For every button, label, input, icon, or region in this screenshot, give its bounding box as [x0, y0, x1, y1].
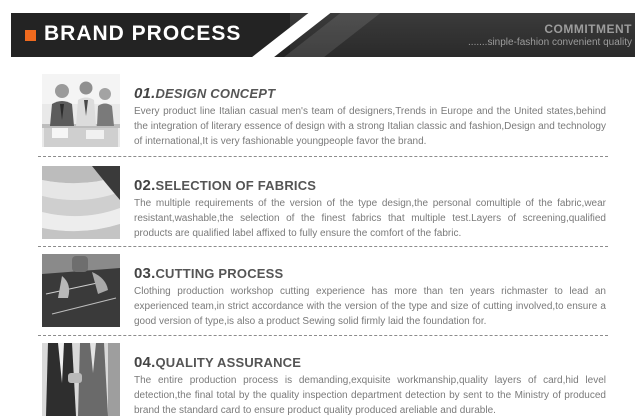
- designers-meeting-photo: [42, 74, 120, 147]
- section-title: [134, 177, 316, 194]
- dashed-divider: [38, 246, 608, 247]
- section-description: Clothing production workshop cutting experience has more than ten years richmaster to lead an experienced team,in strict accordance with the version of the type and size of cutting involved,to ensure a good version of type,is also a product Sewing solid firmly laid the foundation for.: [134, 286, 606, 327]
- orange-square-icon: [25, 30, 36, 41]
- section-description: The entire production process is demanding,exquisite workmanship,quality layers of card,hid level detection,the final total by the quality inspection department detection by sent to the Ministry of produced brand the standard card to ensure product quality produced areliable and durable.: [134, 375, 606, 416]
- section-name: QUALITY ASSURANCE: [155, 355, 302, 370]
- fabric-cutting-photo: [42, 254, 120, 327]
- section-number: 01.: [134, 85, 156, 102]
- section-name: SELECTION OF FABRICS: [155, 178, 317, 193]
- section-number: 03.: [134, 265, 156, 282]
- suit-inspection-photo: [42, 343, 120, 416]
- section-description: Every product line Italian casual men's team of designers,Trends in Europe and the United states,behind the integration of literary essence of design with a strong Italian classic and fashion,Design and technology of international,It is very fashionable youngpeople favor the brand.: [134, 106, 606, 147]
- section-description: The multiple requirements of the version of the type design,the personal comultiple of the fabric,wear resistant,washable,the selection of the finest fabrics that multiple test.Layers of screening,qualified products are qualified label affixed to fully ensure the comfort of the fabric.: [134, 198, 606, 239]
- fabric-rolls-photo: [42, 166, 120, 239]
- section-number: 04.: [134, 354, 156, 371]
- section-title: [134, 354, 301, 371]
- brand-process-header: [11, 13, 635, 57]
- section-name: CUTTING PROCESS: [155, 266, 284, 281]
- section-number: 02.: [134, 177, 156, 194]
- commitment-tagline: .......sinple-fashion convenient quality: [468, 37, 632, 48]
- dashed-divider: [38, 335, 608, 336]
- section-title: [134, 265, 283, 282]
- dashed-divider: [38, 156, 608, 157]
- commitment-label: COMMITMENT: [544, 22, 632, 36]
- section-title: [134, 85, 275, 102]
- page-title: BRAND PROCESS: [44, 22, 242, 45]
- section-name: DESIGN CONCEPT: [155, 86, 276, 101]
